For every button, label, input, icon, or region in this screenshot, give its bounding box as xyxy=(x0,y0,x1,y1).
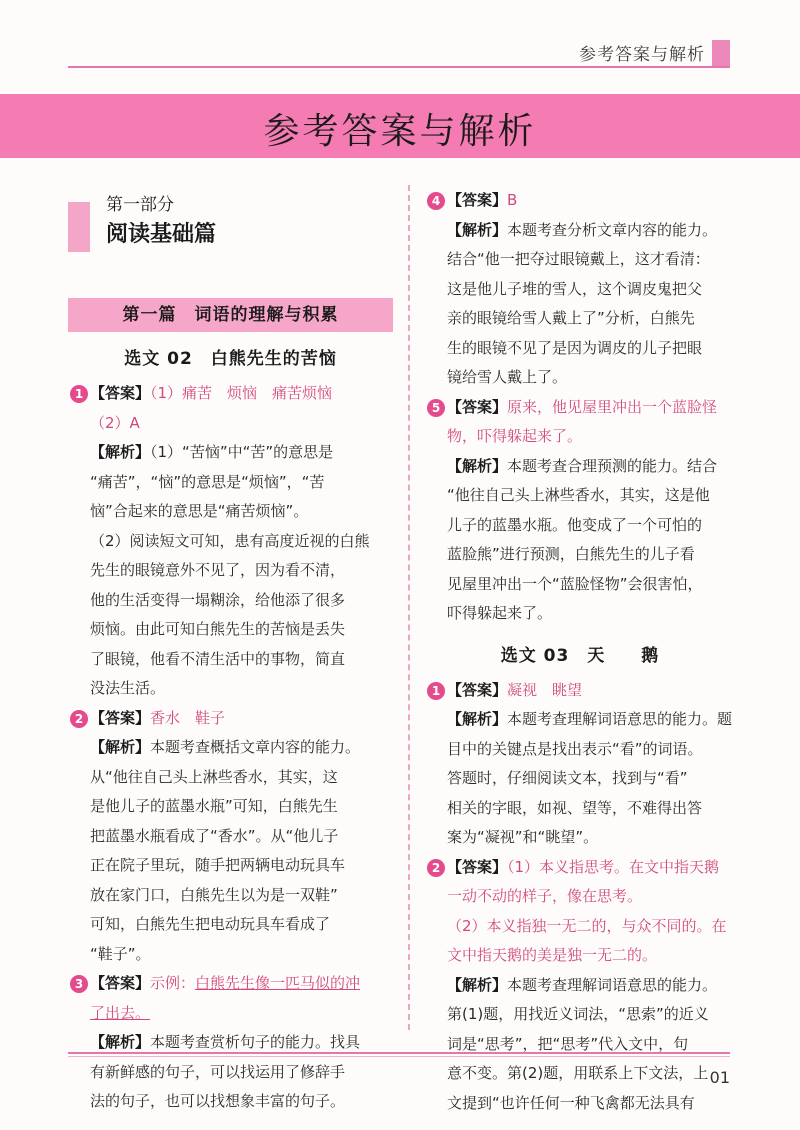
analysis-line: 放在家门口，白熊先生以为是一双鞋” xyxy=(90,885,338,904)
analysis-line: （2）阅读短文可知，患有高度近视的白熊 xyxy=(90,531,370,550)
answer-line xyxy=(447,676,735,706)
answer-text: 凝视 眺望 xyxy=(507,680,583,699)
answer-text: （1）痛苦 烦恼 痛苦烦恼 xyxy=(150,384,333,402)
answer-line xyxy=(90,379,393,409)
analysis-line: 没法生活。 xyxy=(90,679,166,697)
part-heading xyxy=(68,190,393,260)
question-block xyxy=(425,393,735,629)
answer-text: 文中指天鹅的美是独一无二的。 xyxy=(447,946,658,964)
answer-line xyxy=(447,186,735,216)
analysis-line: 意不变。第(2)题，用联系上下文法，上 xyxy=(447,1064,709,1082)
analysis-line: 从“他往自己头上淋些香水，其实，这 xyxy=(90,767,338,786)
analysis-line: 恼”合起来的意思是“痛苦烦恼”。 xyxy=(90,502,309,520)
question-number-badge: 1 xyxy=(427,682,445,700)
analysis-line xyxy=(447,705,735,735)
part-marker-bar xyxy=(68,202,90,252)
question-number-badge: 1 xyxy=(70,385,88,403)
article-title: 选文 03 天 鹅 xyxy=(500,645,660,666)
answer-text: 一动不动的样子，像在思考。 xyxy=(447,887,643,905)
page-number: 01 xyxy=(709,1068,730,1087)
left-column xyxy=(68,178,393,1117)
question-block xyxy=(68,969,393,1117)
question-block xyxy=(425,676,735,853)
analysis-text: （1）“苦恼”中“苦”的意思是 xyxy=(150,443,334,461)
answer-label: 【答案】 xyxy=(447,397,508,416)
analysis-line: 可知，白熊先生把电动玩具车看成了 xyxy=(90,915,331,933)
part-label: 第一部分 xyxy=(106,195,174,215)
banner-title: 参考答案与解析 xyxy=(263,111,537,152)
analysis-line: 了眼镜，他看不清生活中的事物，简直 xyxy=(90,649,346,668)
analysis-label: 【解析】 xyxy=(447,220,508,239)
answer-line xyxy=(90,969,393,999)
answer-text: （1）本义指思考。在文中指天鹅 xyxy=(507,857,720,876)
answer-label: 【答案】 xyxy=(447,191,508,209)
analysis-text: 本题考查赏析句子的能力。找具 xyxy=(150,1033,361,1051)
analysis-line: 词是“思考”，把“思考”代入文中，句 xyxy=(447,1034,689,1053)
question-number-badge: 2 xyxy=(427,859,445,877)
analysis-line: 亲的眼镜给雪人戴上了”分析，白熊先 xyxy=(447,309,695,327)
analysis-text: 本题考查分析文章内容的能力。 xyxy=(507,220,718,239)
analysis-line: 蓝脸熊”进行预测，白熊先生的儿子看 xyxy=(447,545,695,563)
analysis-line xyxy=(447,452,735,482)
analysis-text: 本题考查概括文章内容的能力。 xyxy=(150,738,361,756)
footer-rule-thin xyxy=(68,1056,730,1057)
section-title: 第一篇 词语的理解与积累 xyxy=(68,298,393,332)
running-header-title: 参考答案与解析 xyxy=(579,45,705,65)
answer-text: 香水 鞋子 xyxy=(150,708,226,727)
analysis-line: 生的眼镜不见了是因为调皮的儿子把眼 xyxy=(447,338,703,357)
answer-line xyxy=(447,912,735,942)
header-color-tab xyxy=(712,40,730,66)
answer-label: 【答案】 xyxy=(90,974,151,992)
analysis-text: 本题考查理解词语意思的能力。 xyxy=(507,975,718,994)
analysis-line: “他往自己头上淋些香水，其实，这是他 xyxy=(447,486,710,504)
analysis-label: 【解析】 xyxy=(90,1033,151,1051)
analysis-label: 【解析】 xyxy=(90,443,151,461)
question-block xyxy=(68,379,393,704)
question-number-badge: 4 xyxy=(427,192,445,210)
analysis-line: 正在院子里玩，随手把两辆电动玩具车 xyxy=(90,856,346,874)
answer-text: （2）A xyxy=(90,413,140,432)
analysis-line xyxy=(447,216,735,246)
analysis-line xyxy=(90,733,393,763)
analysis-line xyxy=(447,971,735,1001)
analysis-label: 【解析】 xyxy=(447,456,508,475)
analysis-line: 第(1)题，用找近义词法，“思索”的近义 xyxy=(447,1005,709,1023)
analysis-line: 镜给雪人戴上了。 xyxy=(447,368,568,386)
answer-text: 原来，他见屋里冲出一个蓝脸怪 xyxy=(507,397,718,416)
analysis-label: 【解析】 xyxy=(90,738,151,756)
question-block xyxy=(425,853,735,1119)
question-block xyxy=(425,186,735,393)
analysis-line: “痛苦”，“恼”的意思是“烦恼”，“苦 xyxy=(90,472,325,491)
answer-line xyxy=(447,393,735,423)
answer-line xyxy=(447,422,735,452)
answer-text: 物，吓得躲起来了。 xyxy=(447,427,583,445)
answer-line xyxy=(447,941,735,971)
analysis-line: 相关的字眼，如视、望等，不难得出答 xyxy=(447,798,703,817)
answer-label: 【答案】 xyxy=(447,857,508,876)
analysis-line: 把蓝墨水瓶看成了“香水”。从“他儿子 xyxy=(90,826,339,845)
analysis-line: 先生的眼镜意外不见了，因为看不清， xyxy=(90,561,346,579)
analysis-line: 是他儿子的蓝墨水瓶”可知，白熊先生 xyxy=(90,797,338,815)
analysis-line: 吓得躲起来了。 xyxy=(447,604,553,622)
analysis-line: 法的句子，也可以找想象丰富的句子。 xyxy=(90,1092,346,1110)
title-banner xyxy=(0,94,800,158)
column-divider xyxy=(408,185,410,1030)
answer-line xyxy=(90,704,393,734)
answer-text: 白熊先生像一匹马似的冲 xyxy=(195,974,361,992)
analysis-line: 儿子的蓝墨水瓶。他变成了一个可怕的 xyxy=(447,515,703,534)
analysis-line: 见屋里冲出一个“蓝脸怪物”会很害怕， xyxy=(447,574,703,593)
analysis-label: 【解析】 xyxy=(447,975,508,994)
answer-label: 【答案】 xyxy=(90,708,151,727)
question-number-badge: 3 xyxy=(70,975,88,993)
analysis-line: “鞋子”。 xyxy=(90,944,151,963)
analysis-label: 【解析】 xyxy=(447,710,508,728)
running-header xyxy=(0,0,800,70)
analysis-line: 这是他儿子堆的雪人，这个调皮鬼把父 xyxy=(447,279,703,298)
answer-text: （2）本义指独一无二的，与众不同的。在 xyxy=(447,916,727,935)
question-number-badge: 5 xyxy=(427,399,445,417)
question-block xyxy=(68,704,393,970)
analysis-line xyxy=(90,438,393,468)
analysis-line: 他的生活变得一塌糊涂，给他添了很多 xyxy=(90,590,346,609)
answer-text: B xyxy=(507,191,518,209)
analysis-line: 有新鲜感的句子，可以找运用了修辞手 xyxy=(90,1062,346,1081)
answer-label: 【答案】 xyxy=(90,384,151,402)
answer-line xyxy=(447,853,735,883)
answer-text: 了出去。 xyxy=(90,1003,151,1022)
answer-line xyxy=(90,999,393,1029)
analysis-text: 本题考查理解词语意思的能力。题 xyxy=(507,710,733,728)
answer-line xyxy=(447,882,735,912)
footer-rule xyxy=(68,1052,730,1054)
analysis-line: 答题时，仔细阅读文本，找到与“看” xyxy=(447,769,688,787)
article-title: 选文 02 白熊先生的苦恼 xyxy=(124,349,337,369)
analysis-text: 本题考查合理预测的能力。结合 xyxy=(507,456,718,475)
header-rule xyxy=(68,66,730,68)
part-name: 阅读基础篇 xyxy=(106,222,217,247)
answer-prefix: 示例： xyxy=(150,974,196,992)
question-number-badge: 2 xyxy=(70,710,88,728)
analysis-line: 目中的关键点是找出表示“看”的词语。 xyxy=(447,739,703,758)
answer-line xyxy=(90,409,393,439)
analysis-line: 结合“他一把夺过眼镜戴上，这才看清： xyxy=(447,250,710,268)
right-column xyxy=(425,186,735,1118)
analysis-line: 烦恼。由此可知白熊先生的苦恼是丢失 xyxy=(90,620,346,638)
answer-label: 【答案】 xyxy=(447,680,508,699)
analysis-line: 案为“凝视”和“眺望”。 xyxy=(447,828,599,846)
analysis-line: 文提到“也许任何一种飞禽都无法具有 xyxy=(447,1093,695,1112)
